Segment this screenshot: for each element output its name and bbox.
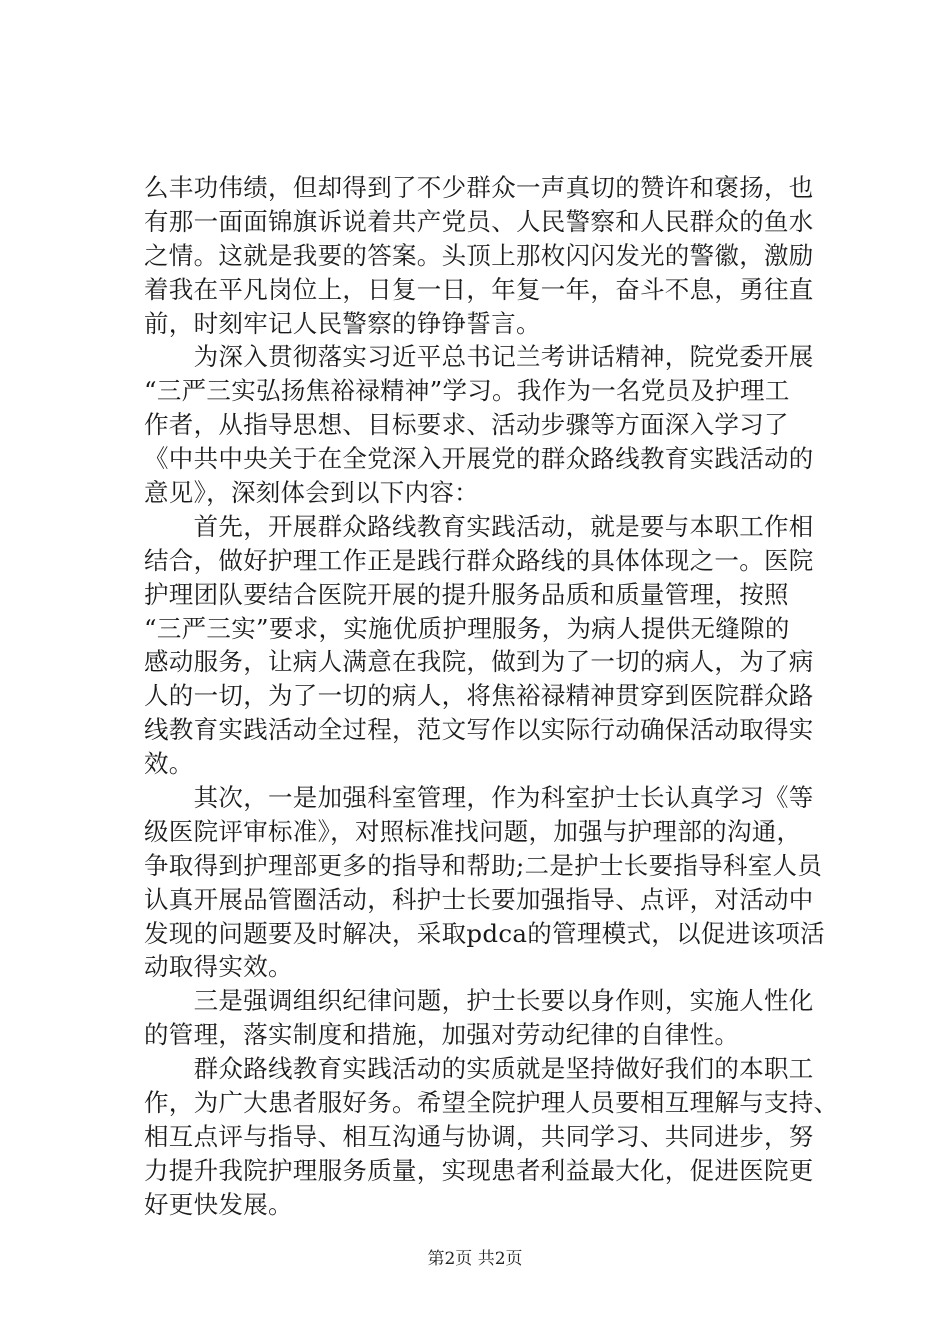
body-line: 意见》，深刻体会到以下内容： [144, 478, 479, 508]
body-line: 争取得到护理部更多的指导和帮助;二是护士长要指导科室人员 [144, 850, 823, 880]
body-line: 三是强调组织纪律问题，护士长要以身作则，实施人性化 [144, 986, 814, 1016]
body-line: 发现的问题要及时解决，采取pdca的管理模式，以促进该项活 [144, 918, 825, 948]
body-line: 着我在平凡岗位上，日复一日，年复一年，奋斗不息，勇往直 [144, 274, 814, 304]
body-line: 认真开展品管圈活动，科护士长要加强指导、点评，对活动中 [144, 884, 814, 914]
body-line: 其次，一是加强科室管理，作为科室护士长认真学习《等 [144, 783, 814, 813]
body-line: 动取得实效。 [144, 952, 293, 982]
body-line: 护理团队要结合医院开展的提升服务品质和质量管理，按照 [144, 579, 789, 609]
body-line: 相互点评与指导、相互沟通与协调，共同学习、共同进步，努 [144, 1121, 814, 1151]
body-line: 感动服务，让病人满意在我院，做到为了一切的病人，为了病 [144, 647, 814, 677]
body-line: 人的一切，为了一切的病人，将焦裕禄精神贯穿到医院群众路 [144, 681, 814, 711]
body-line: 结合，做好护理工作正是践行群众路线的具体体现之一。医院 [144, 545, 814, 575]
body-line: 前，时刻牢记人民警察的铮铮誓言。 [144, 308, 541, 338]
body-line: 好更快发展。 [144, 1189, 293, 1219]
body-line: 级医院评审标准》，对照标准找问题，加强与护理部的沟通， [144, 816, 802, 846]
body-line: 为深入贯彻落实习近平总书记兰考讲话精神，院党委开展 [144, 342, 814, 372]
body-line: 的管理，落实制度和措施，加强对劳动纪律的自律性。 [144, 1020, 740, 1050]
body-line: 之情。这就是我要的答案。头顶上那枚闪闪发光的警徽，激励 [144, 240, 814, 270]
body-line: 线教育实践活动全过程，范文写作以实际行动确保活动取得实 [144, 715, 814, 745]
page-footer: 第2页 共2页 [427, 1249, 523, 1269]
body-line: 群众路线教育实践活动的实质就是坚持做好我们的本职工 [144, 1054, 814, 1084]
body-line: 力提升我院护理服务质量，实现患者利益最大化，促进医院更 [144, 1155, 814, 1185]
body-line: 作，为广大患者服好务。希望全院护理人员要相互理解与支持、 [144, 1088, 839, 1118]
body-line: “三严三实弘扬焦裕禄精神”学习。我作为一名党员及护理工 [144, 376, 790, 406]
document-body [144, 171, 839, 1222]
body-line: 首先，开展群众路线教育实践活动，就是要与本职工作相 [144, 511, 814, 541]
body-line: 效。 [144, 749, 194, 779]
body-line: 作者，从指导思想、目标要求、活动步骤等方面深入学习了 [144, 410, 789, 440]
body-line: 有那一面面锦旗诉说着共产党员、人民警察和人民群众的鱼水 [144, 206, 814, 236]
body-line: 《中共中央关于在全党深入开展党的群众路线教育实践活动的 [144, 444, 814, 474]
body-line: 么丰功伟绩，但却得到了不少群众一声真切的赞许和褒扬，也 [144, 173, 814, 202]
body-line: “三严三实”要求，实施优质护理服务，为病人提供无缝隙的 [144, 613, 790, 643]
